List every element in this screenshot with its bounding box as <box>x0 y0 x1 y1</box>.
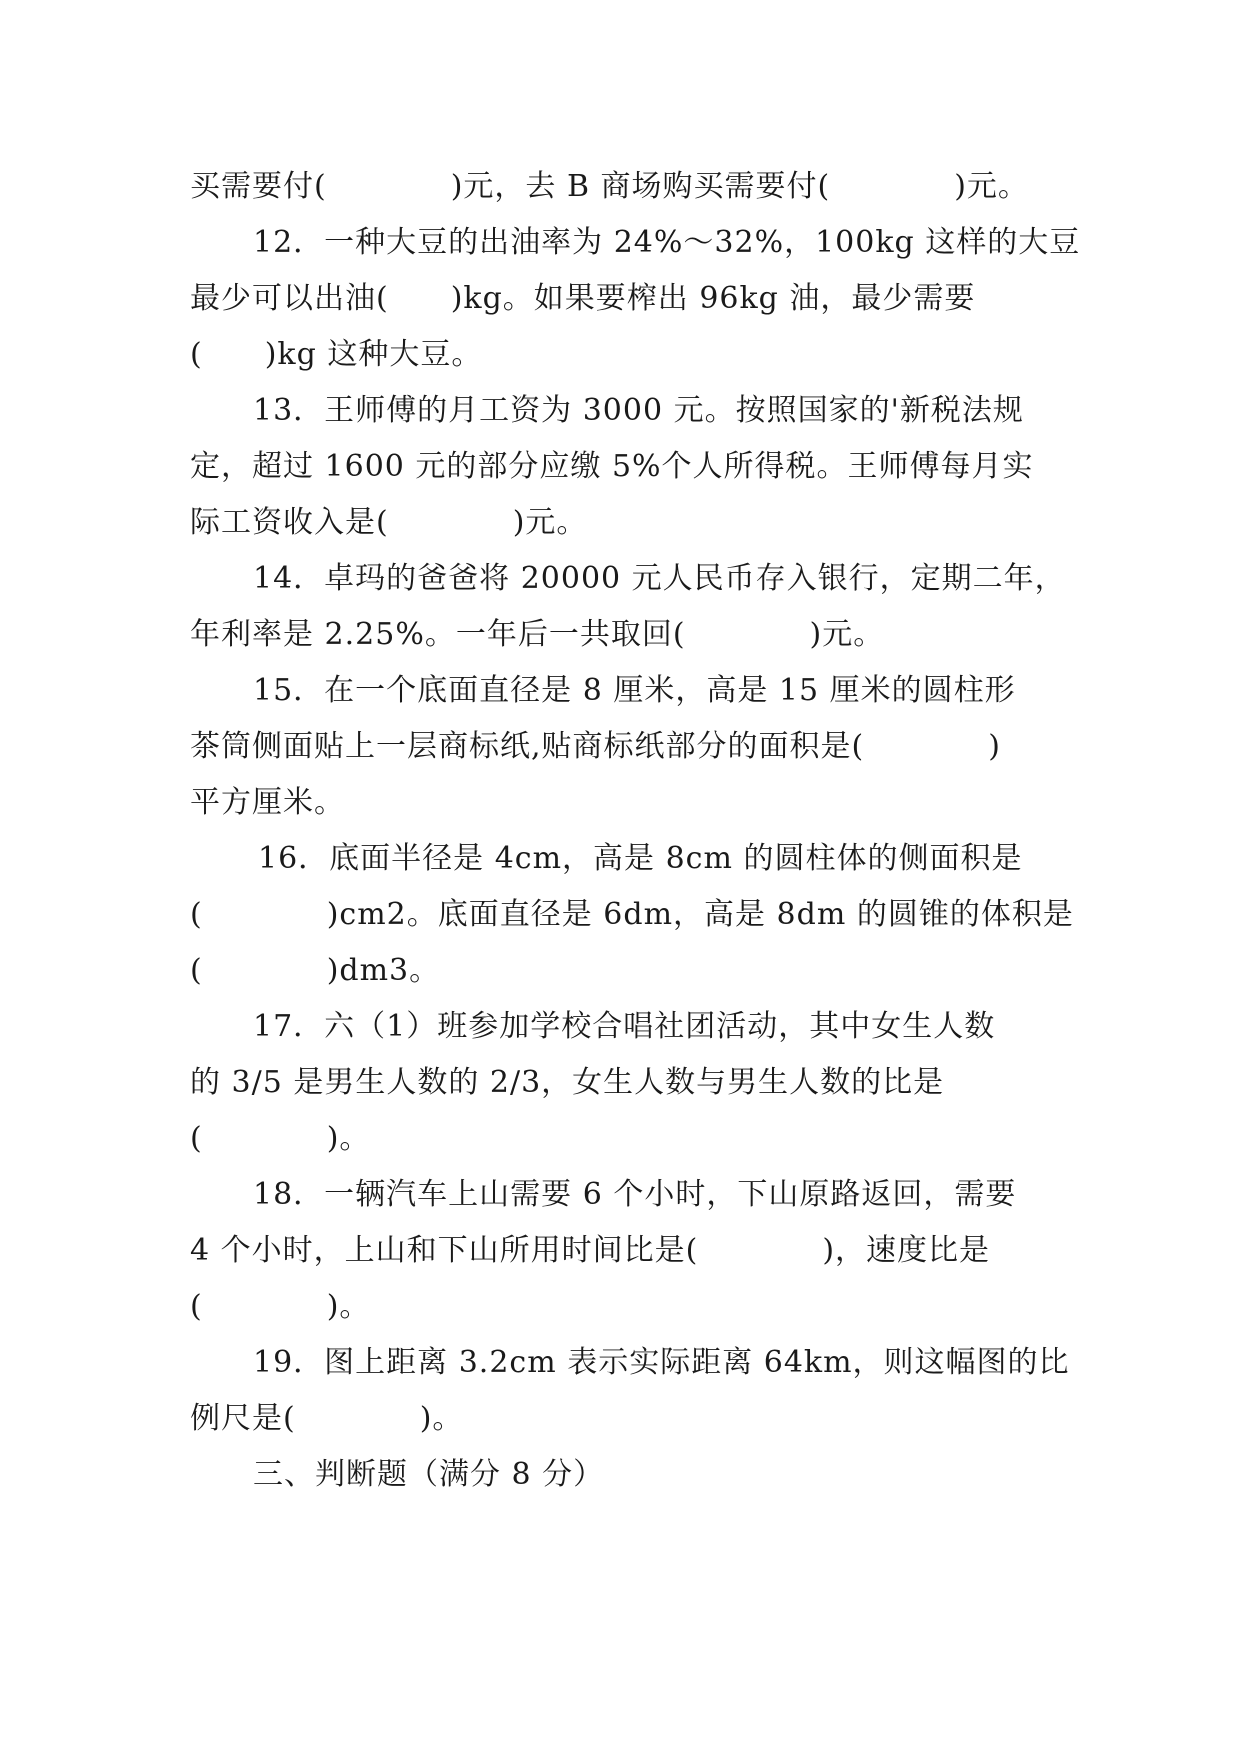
question-17-line-1: 17．六（1）班参加学校合唱社团活动，其中女生人数 <box>253 1009 996 1044</box>
question-12-line-2: 最少可以出油( )kg。如果要榨出 96kg 油，最少需要 <box>190 281 976 316</box>
question-19-line-2: 例尺是( )。 <box>190 1401 464 1436</box>
question-15-line-2: 茶筒侧面贴上一层商标纸,贴商标纸部分的面积是( ) <box>190 729 1001 764</box>
question-16-line-1: 16．底面半径是 4cm，高是 8cm 的圆柱体的侧面积是 <box>258 841 1023 876</box>
question-18-line-3: ( )。 <box>190 1289 371 1324</box>
question-15-line-1: 15．在一个底面直径是 8 厘米，高是 15 厘米的圆柱形 <box>253 673 1016 708</box>
text-line-1: 买需要付( )元，去 B 商场购买需要付( )元。 <box>190 169 1029 204</box>
question-16-line-2: ( )cm2。底面直径是 6dm，高是 8dm 的圆锥的体积是 <box>190 897 1074 932</box>
question-13-line-2: 定，超过 1600 元的部分应缴 5%个人所得税。王师傅每月实 <box>190 449 1034 484</box>
section-heading-judgment: 三、判断题（满分 8 分） <box>253 1457 605 1492</box>
question-13-line-3: 际工资收入是( )元。 <box>190 505 588 540</box>
question-18-line-1: 18．一辆汽车上山需要 6 个小时，下山原路返回，需要 <box>253 1177 1017 1212</box>
question-17-line-3: ( )。 <box>190 1121 371 1156</box>
question-15-line-3: 平方厘米。 <box>190 785 345 820</box>
question-18-line-2: 4 个小时，上山和下山所用时间比是( )，速度比是 <box>190 1233 991 1268</box>
question-19-line-1: 19．图上距离 3.2cm 表示实际距离 64km，则这幅图的比 <box>253 1345 1070 1380</box>
question-17-line-2: 的 3/5 是男生人数的 2/3，女生人数与男生人数的比是 <box>190 1065 945 1100</box>
question-12-line-3: ( )kg 这种大豆。 <box>190 337 483 372</box>
question-16-line-3: ( )dm3。 <box>190 953 441 988</box>
question-14-line-2: 年利率是 2.25%。一年后一共取回( )元。 <box>190 617 885 652</box>
question-13-line-1: 13．王师傅的月工资为 3000 元。按照国家的'新税法规 <box>253 393 1024 428</box>
question-12-line-1: 12．一种大豆的出油率为 24%～32%，100kg 这样的大豆 <box>253 225 1081 260</box>
question-14-line-1: 14．卓玛的爸爸将 20000 元人民币存入银行，定期二年， <box>253 561 1066 596</box>
